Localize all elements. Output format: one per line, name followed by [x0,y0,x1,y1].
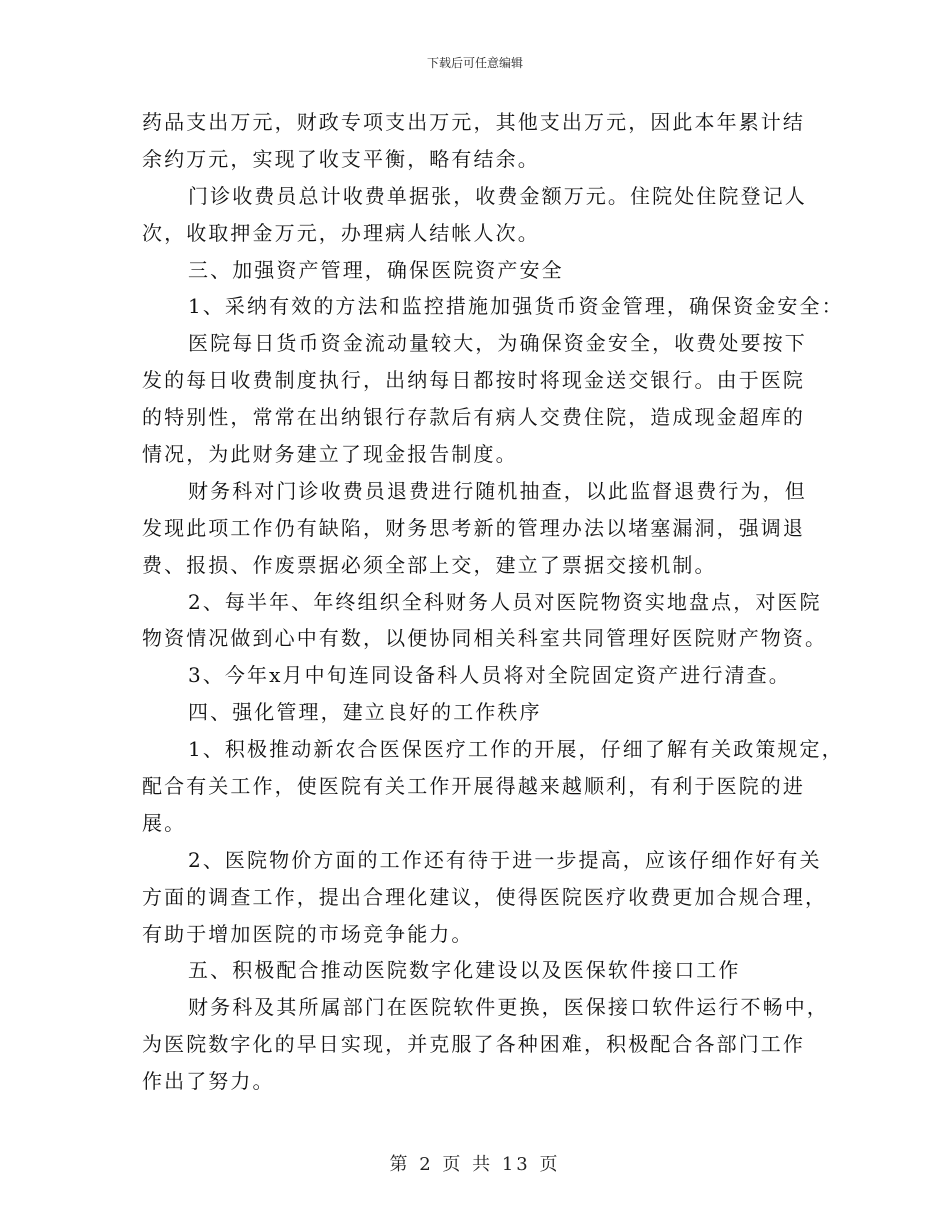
text-line: 有助于增加医院的市场竞争能力。 [142,921,474,946]
text-line: 财务科及其所属部门在医院软件更换，医保接口软件运行不畅中， [188,995,829,1020]
text-line: 方面的调查工作，提出合理化建议，使得医院医疗收费更加合规合理， [142,884,828,909]
text-line: 情况，为此财务建立了现金报告制度。 [142,442,518,467]
page-footer: 第 2 页 共 13 页 [389,1154,561,1175]
text-line: 发的每日收费制度执行，出纳每日都按时将现金送交银行。由于医院 [142,368,805,393]
text-line: 余约万元，实现了收支平衡，略有结余。 [142,146,540,171]
text-line: 的特别性，常常在出纳银行存款后有病人交费住院，造成现金超库的 [142,405,805,430]
text-line: 展。 [142,810,187,835]
page-header: 下载后可任意编辑 [426,56,523,70]
text-line: 次，收取押金万元，办理病人结帐人次。 [142,220,540,245]
section-heading-5: 五、积极配合推动医院数字化建设以及医保软件接口工作 [188,958,741,983]
text-line: 财务科对门诊收费员退费进行随机抽查，以此监督退费行为，但 [188,478,807,503]
text-line: 药品支出万元，财政专项支出万元，其他支出万元，因此本年累计结 [142,110,805,134]
text-line: 门诊收费员总计收费单据张，收费金额万元。住院处住院登记人 [188,183,807,208]
text-line: 发现此项工作仍有缺陷，财务思考新的管理办法以堵塞漏洞，强调退 [142,515,805,540]
text-line: 医院每日货币资金流动量较大，为确保资金安全，收费处要按下 [188,331,807,356]
text-line: 3、今年x月中旬连同设备科人员将对全院固定资产进行清查。 [188,663,791,688]
text-line: 1、采纳有效的方法和监控措施加强货币资金管理，确保资金安全： [188,294,844,319]
text-line: 为医院数字化的早日实现，并克服了各种困难，积极配合各部门工作 [142,1032,805,1057]
text-line: 2、医院物价方面的工作还有待于进一步提高，应该仔细作好有关 [188,847,822,872]
text-line: 物资情况做到心中有数，以便协同相关科室共同管理好医院财产物资。 [142,626,828,651]
section-heading-3: 三、加强资产管理，确保医院资产安全 [188,257,564,282]
document-body [142,104,844,1100]
text-line: 2、每半年、年终组织全科财务人员对医院物资实地盘点，对医院 [188,589,822,614]
text-line: 费、报损、作废票据必须全部上交，建立了票据交接机制。 [142,552,717,577]
section-heading-4: 四、强化管理，建立良好的工作秩序 [188,700,542,725]
text-line: 1、积极推动新农合医保医疗工作的开展，仔细了解有关政策规定， [188,737,844,762]
text-line: 作出了努力。 [142,1069,275,1094]
text-line: 配合有关工作，使医院有关工作开展得越来越顺利，有利于医院的进 [142,774,805,799]
